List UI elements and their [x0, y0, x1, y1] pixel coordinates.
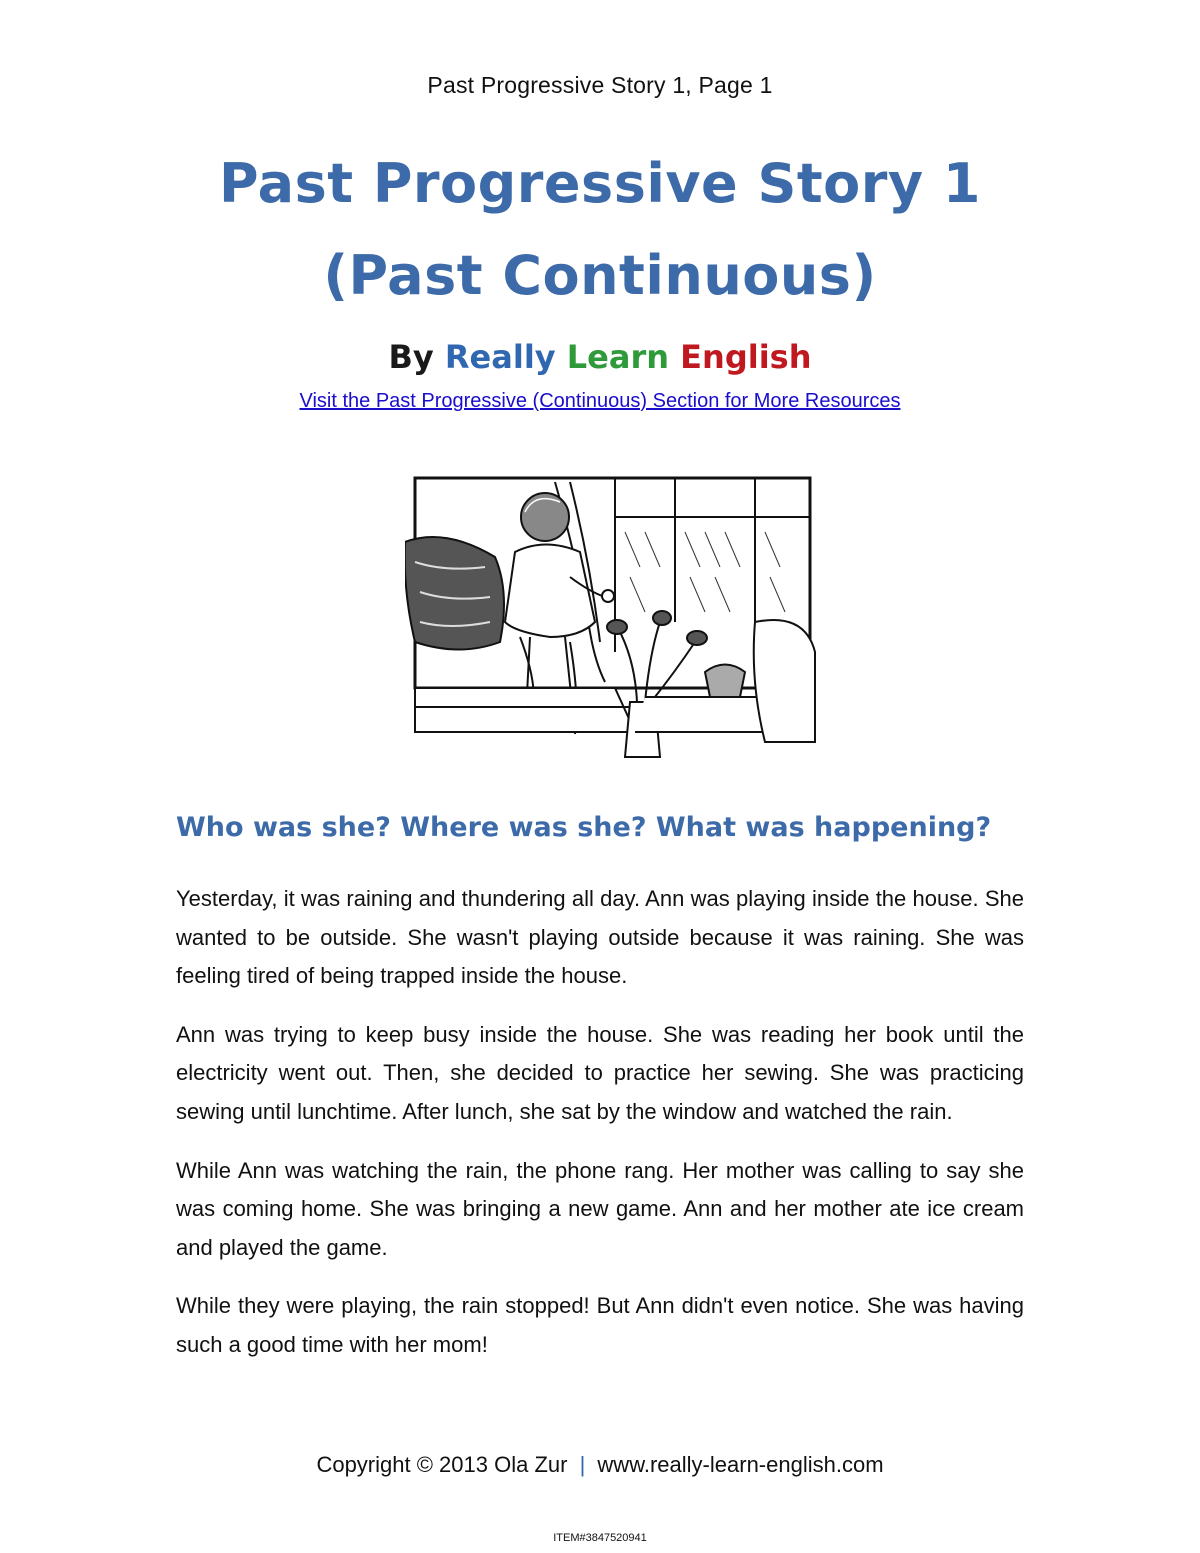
copyright-text: Copyright © 2013 Ola Zur: [316, 1452, 568, 1477]
website-text: www.really-learn-english.com: [597, 1452, 884, 1477]
page-header: Past Progressive Story 1, Page 1: [427, 72, 773, 98]
byline-really: Really: [444, 338, 556, 376]
story-paragraph: Ann was trying to keep busy inside the house. She was reading her book until the electricity went out. Then, she decided to practice her sewing. She was practicing sewing until lunchtime. After lunch, she sat by the window and watched the rain.: [176, 1021, 1024, 1124]
story-paragraph: Yesterday, it was raining and thundering all day. Ann was playing inside the house. She wanted to be outside. She wasn't playing outside because it was raining. She was feeling tired of being trapped inside the house.: [176, 886, 1024, 989]
item-code: ITEM#3847520941: [553, 1532, 647, 1544]
story-paragraph: While they were playing, the rain stopped! But Ann didn't even notice. She was having such a good time with her mom!: [176, 1293, 1024, 1357]
resources-link[interactable]: Visit the Past Progressive (Continuous) Section for More Resources: [299, 390, 901, 412]
byline-by: By: [388, 338, 434, 376]
title-line-2: (Past Continuous): [323, 244, 877, 307]
story-text: [176, 880, 1024, 1385]
girl-at-window-illustration: [405, 472, 817, 762]
title-line-1: Past Progressive Story 1: [219, 152, 981, 215]
footer-separator: |: [579, 1452, 586, 1477]
byline-english: English: [680, 338, 812, 376]
story-subheading: Who was she? Where was she? What was happening?: [176, 812, 992, 843]
byline-learn: Learn: [566, 338, 670, 376]
story-paragraph: While Ann was watching the rain, the phone rang. Her mother was calling to say she was coming home. She was bringing a new game. Ann and her mother ate ice cream and played the game.: [176, 1157, 1024, 1260]
byline: [0, 338, 1200, 376]
page-footer: [0, 1452, 1200, 1478]
